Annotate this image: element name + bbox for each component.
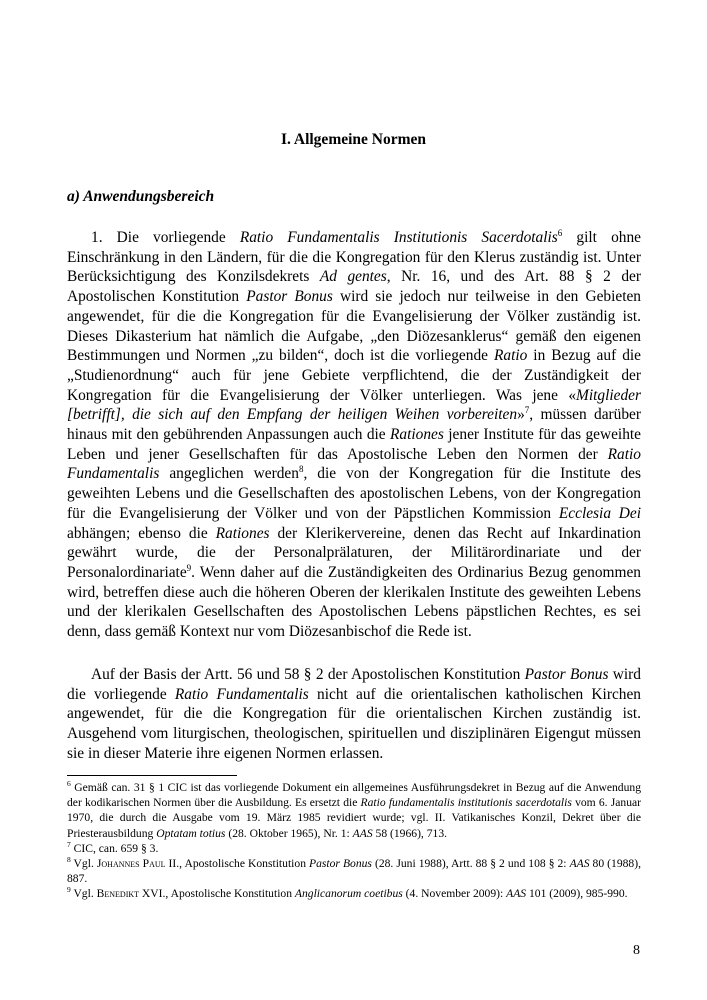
section-heading: I. Allgemeine Normen (280, 131, 427, 148)
footnotes (67, 780, 641, 902)
footnote-ref-9: 9 (186, 562, 192, 573)
footnote-separator (67, 775, 237, 776)
subsection-heading: a) Anwendungsbereich (67, 188, 215, 205)
page-number: 8 (633, 943, 640, 958)
footnote-9: $^9$ Vgl. Benedikt XVI., Apostolische Konstitution Anglicanorum coetibus (4. November 2009): AAS 101 (2009), 985-990. (67, 885, 628, 901)
footnote-ref-6: 6 (557, 227, 563, 238)
paragraph-2: Auf der Basis der Artt. 56 und 58 § 2 der Apostolischen Konstitution Pastor Bonus wird die vorliegende Ratio Fundamentalis nicht auf die orientalischen katholischen Kirchen angewendet, für die die Kongregation für die orientalischen Kirchen zuständig ist. Ausgehend vom liturgischen, theologischen, spirituellen und disziplinären Eigengut müssen sie in dieser Materie ihre eigenen Normen erlassen. (67, 666, 641, 762)
paragraph-1: 1. Die vorliegende Ratio Fundamentalis Institutionis Sacerdotalis$^6$ gilt ohne Einschränkung in den Ländern, für die die Kongregation für den Klerus zuständig ist. Unter Berücksichtigung des Konzilsdekrets Ad gentes, Nr. 16, und des Art. 88 § 2 der Apostolischen Konstitution Pastor Bonus wird sie jedoch nur teilweise in den Gebieten angewendet, für die die Kongregation für die Evangelisierung der Völker zuständig ist. Dieses Dikasterium hat nämlich die Aufgabe, „den Diözesanklerus“ gemäß den eigenen Bestimmungen und Normen „zu bilden“, doch ist die vorliegende Ratio in Bezug auf die „Studienordnung“ auch für jene Gebiete verpflichtend, die der Zuständigkeit der Kongregation für die Evangelisierung der Völker unterliegen. Was jene «Mitglieder [betrifft], die sich auf den Empfang der heiligen Weihen vorbereiten»$^7$, müssen darüber hinaus mit den gebührenden Anpassungen auch die Rationes jener Institute für das geweihte Leben und jener Gesellschaften für das Apostolische Leben den Normen der Ratio Fundamentalis angeglichen werden$^8$, die von der Kongregation für die Institute des geweihten Lebens und die Gesellschaften des apostolischen Lebens, von der Kongregation für die Evangelisierung der Völker und von der Päpstlichen Kommission Ecclesia Dei abhängen; ebenso die Rationes der Klerikervereine, denen das Recht auf Inkardination gewährt wurde, die der Personalprälaturen, der Militärordinariate und der Personalordinariate$^9$. Wenn daher auf die Zuständigkeiten des Ordinarius Bezug genommen wird, betreffen diese auch die höheren Oberen der klerikalen Institute des geweihten Lebens und der klerikalen Gesellschaften des Apostolischen Lebens päpstlichen Rechtes, es sei denn, dass gemäß Kontext nur vom Diözesanbischof die Rede ist. (67, 227, 642, 641)
footnote-7: $^7$ CIC, can. 659 § 3. (67, 839, 159, 855)
footnote-ref-7: 7 (524, 405, 530, 416)
footnote-6: $^6$ Gemäß can. 31 § 1 CIC ist das vorliegende Dokument ein allgemeines Ausführungsdekret in Bezug auf die Anwendung der kodikarischen Normen über die Ausbildung. Es ersetzt die Ratio fundamentalis institutionis sacerdotalis vom 6. Januar 1970, die durch die Ausgabe vom 19. März 1985 revidiert wurde; vgl. II. Vatikanisches Konzil, Dekret über die Priesterausbildung Optatam totius (28. Oktober 1965), Nr. 1: AAS 58 (1966), 713. (67, 779, 641, 840)
footnote-8: $^8$ Vgl. Johannes Paul II., Apostolische Konstitution Pastor Bonus (28. Juni 1988), Artt. 88 § 2 und 108 § 2: AAS 80 (1988), 887. (67, 855, 641, 886)
footnote-ref-8: 8 (298, 464, 304, 475)
